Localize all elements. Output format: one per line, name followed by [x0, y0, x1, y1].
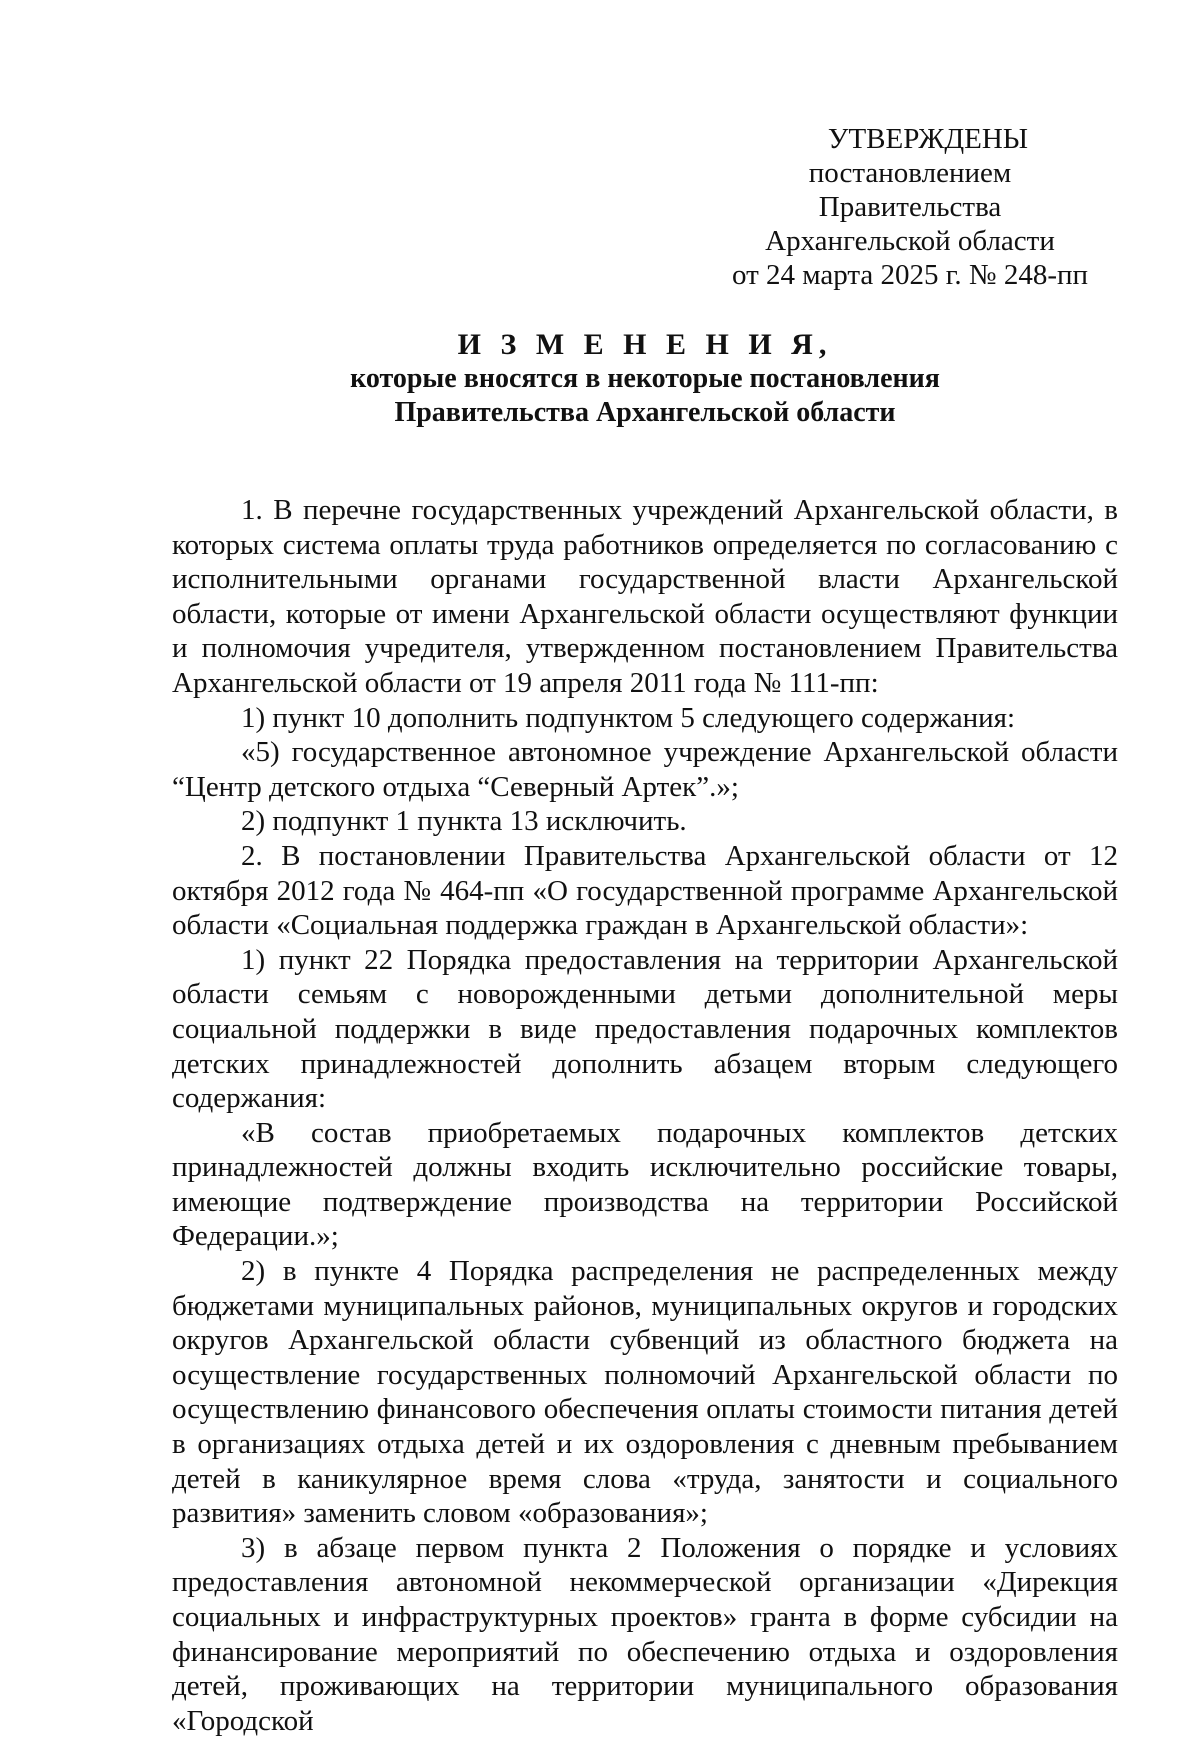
approval-line-2: Архангельской области: [765, 225, 1055, 257]
heading-subtitle-2: Правительства Архангельской области: [394, 397, 896, 428]
heading-title: И З М Е Н Е Н И Я,: [457, 328, 833, 361]
heading-subtitle-1: которые вносятся в некоторые постановления: [350, 363, 940, 394]
approval-line-3: от 24 марта 2025 г. № 248-пп: [731, 259, 1089, 291]
paragraph-2-item-3: 3) в абзаце первом пункта 2 Положения о порядке и условиях предоставления автономной некоммерческой организации «Дирекция социальных и инфраструктурных проектов» гранта в форме субсидии на финансирование мероприятий по обеспечению отдыха и оздоровления детей, проживающих на территории муниципального образования «Городской: [172, 1531, 1118, 1737]
paragraph-2-item-2: 2) в пункте 4 Порядка распределения не распределенных между бюджетами муниципальных районов, муниципальных округов и городских округов Архангельской области субвенций из областного бюджета на осуществление государственных полномочий Архангельской области по осуществлению финансового обеспечения оплаты стоимости питания детей в организациях отдыха детей и их оздоровления с дневным пребыванием детей в каникулярное время слова «труда, занятости и социального развития» заменить словом «образования»;: [172, 1255, 1118, 1530]
paragraph-1-item-1: 1) пункт 10 дополнить подпунктом 5 следующего содержания:: [241, 701, 1016, 734]
approval-title: УТВЕРЖДЕНЫ: [827, 123, 1029, 155]
document-body: [172, 493, 1118, 1738]
approval-stamp: [720, 122, 1100, 292]
approval-line-1: постановлением Правительства: [808, 157, 1012, 223]
paragraph-1: 1. В перечне государственных учреждений Архангельской области, в которых система оплаты труда работников определяется по согласованию с исполнительными органами государственной власти Архангельской области, которые от имени Архангельской области осуществляют функции и полномочия учредителя, утвержденном постановлением Правительства Архангельской области от 19 апреля 2011 года № 111-пп:: [172, 494, 1118, 699]
paragraph-2: 2. В постановлении Правительства Архангельской области от 12 октября 2012 года № 464-пп «О государственной программе Архангельской области «Социальная поддержка граждан в Архангельской области»:: [172, 839, 1118, 942]
paragraph-1-item-1-text: «5) государственное автономное учреждение Архангельской области “Центр детского отдыха “Северный Артек”.»;: [172, 736, 1118, 803]
paragraph-1-item-2: 2) подпункт 1 пункта 13 исключить.: [241, 805, 687, 838]
paragraph-2-item-1: 1) пункт 22 Порядка предоставления на территории Архангельской области семьям с новорожденными детьми дополнительной меры социальной поддержки в виде предоставления подарочных комплектов детских принадлежностей дополнить абзацем вторым следующего содержания:: [172, 943, 1118, 1115]
paragraph-2-item-1-text: «В состав приобретаемых подарочных комплектов детских принадлежностей должны входить исключительно российские товары, имеющие подтверждение производства на территории Российской Федерации.»;: [172, 1116, 1118, 1253]
document-heading: [170, 328, 1120, 430]
